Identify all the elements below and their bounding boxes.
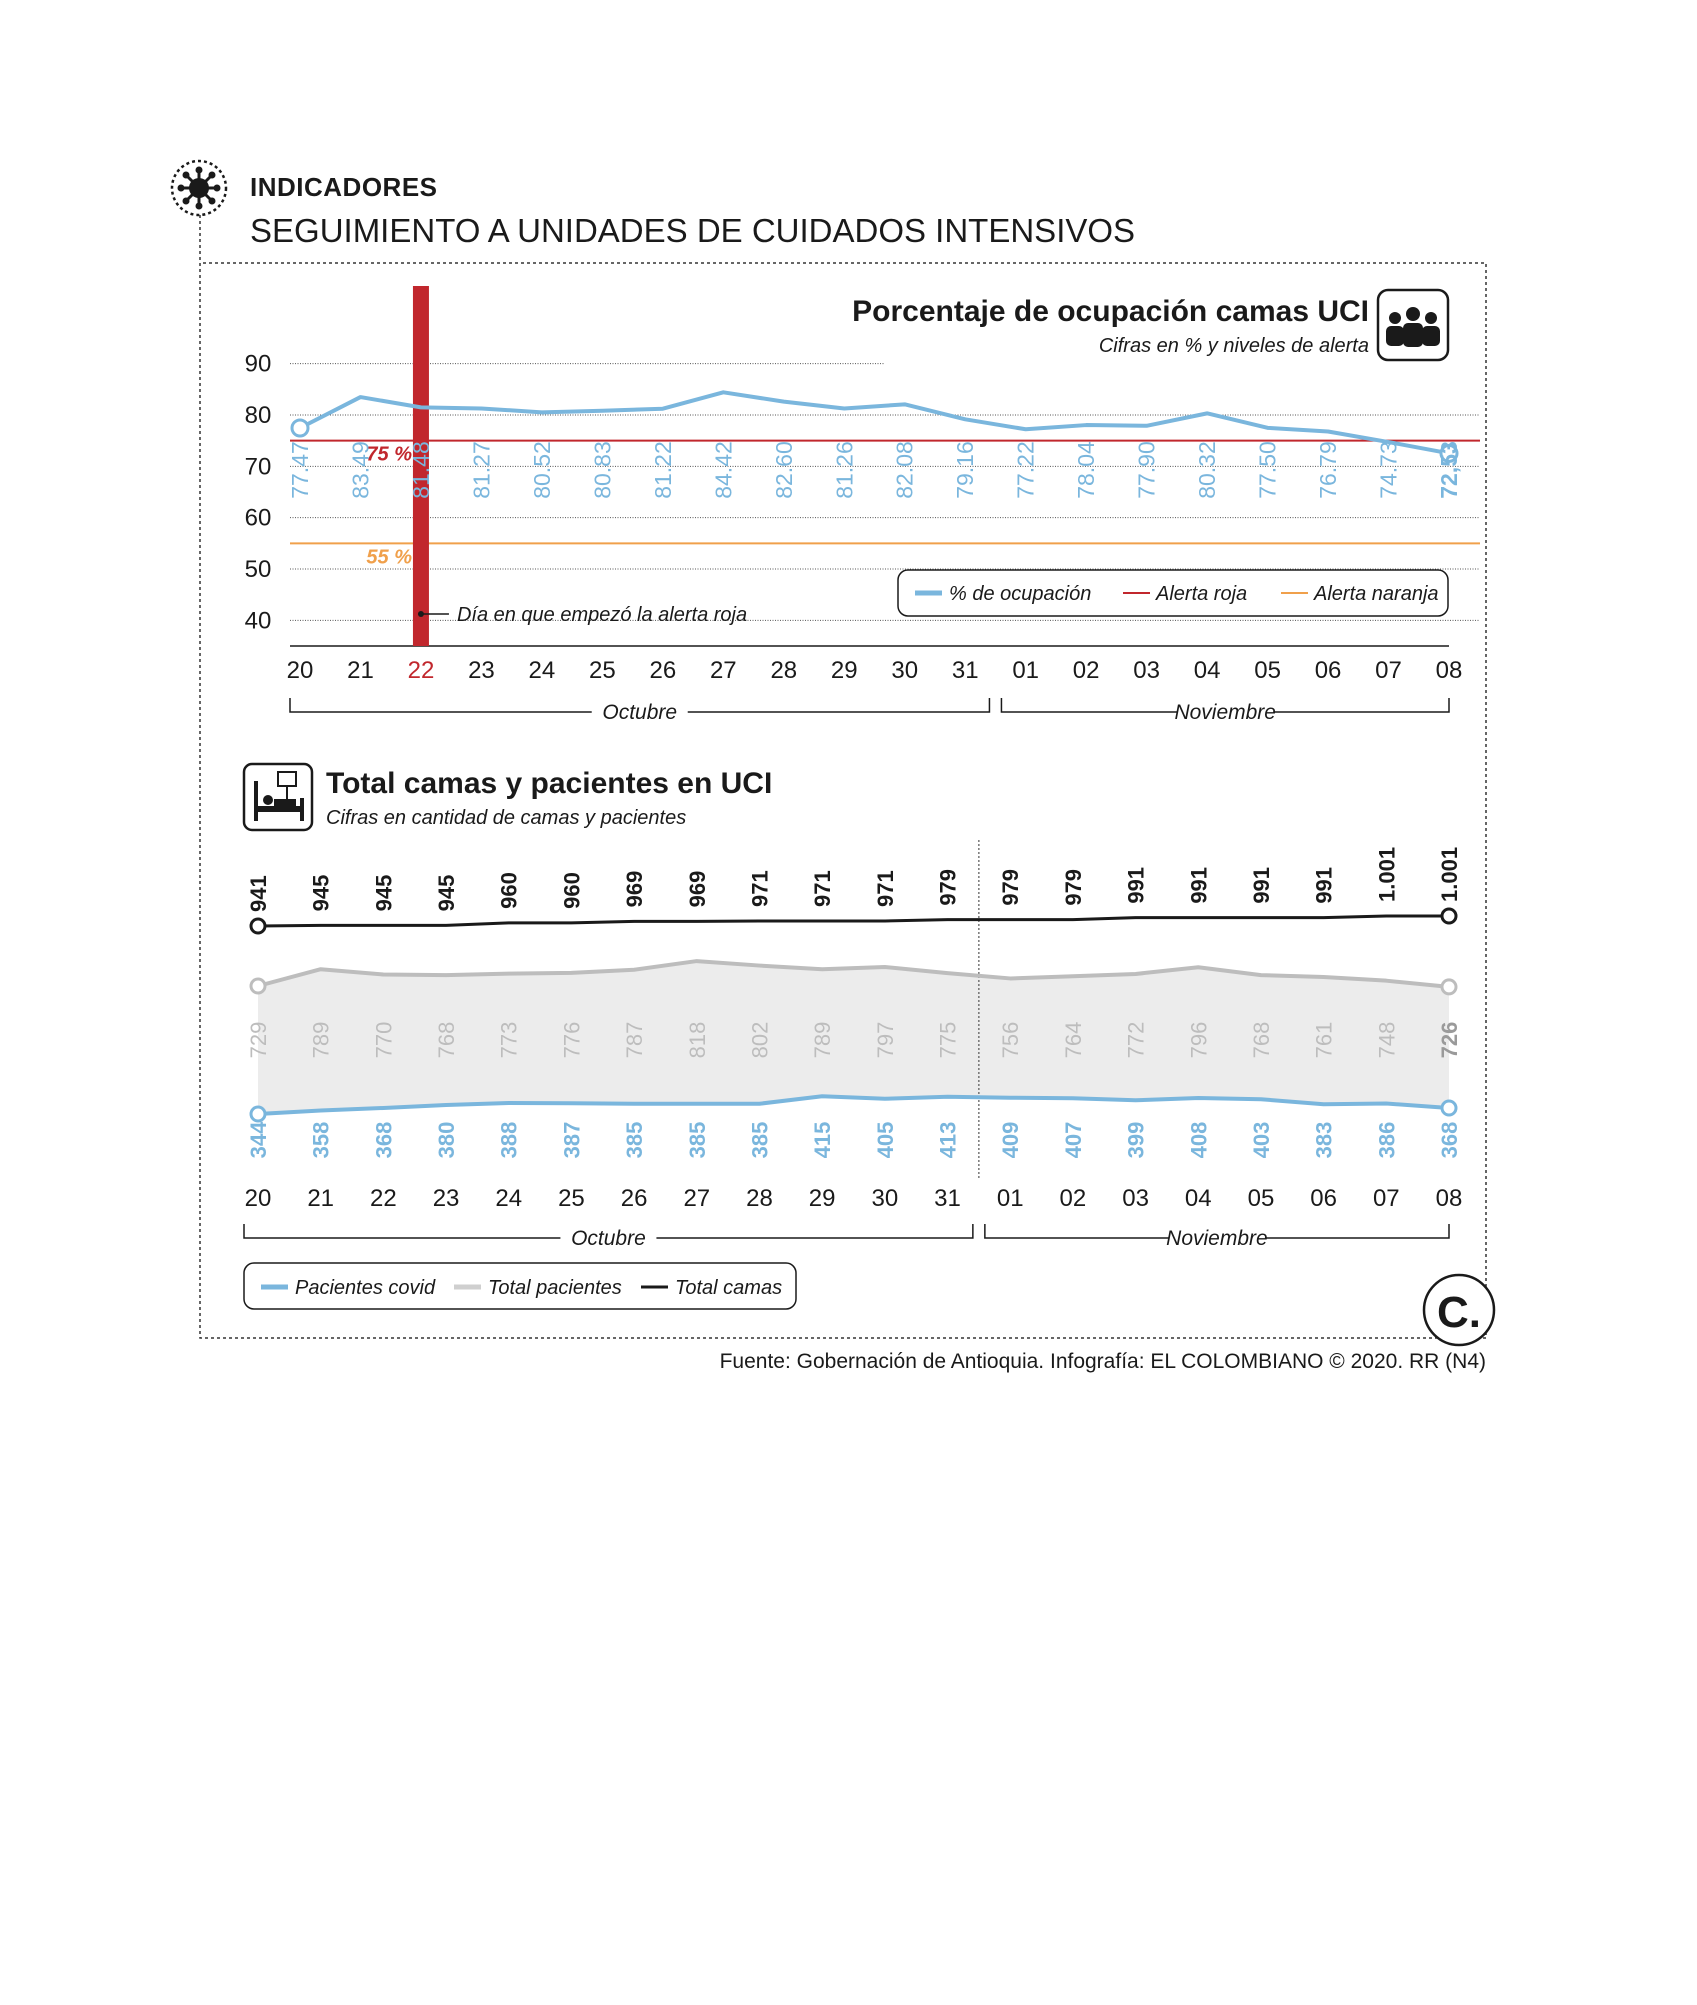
chart2-subtitle: Cifras en cantidad de camas y pacientes — [326, 807, 686, 829]
annotation-dot — [418, 611, 424, 617]
covid-value-label: 399 — [1124, 1122, 1149, 1159]
month-label: Noviembre — [1166, 1227, 1268, 1250]
threshold-label-75: 75 % — [366, 444, 412, 466]
covid-value-label: 385 — [685, 1122, 710, 1159]
beds-value-label: 979 — [936, 869, 961, 906]
beds-value-label: 991 — [1124, 867, 1149, 904]
beds-value-label: 991 — [1186, 867, 1211, 904]
occupancy-value-label: 81.26 — [831, 441, 857, 499]
occupancy-value-label: 80.83 — [589, 441, 615, 499]
y-tick-label: 70 — [245, 453, 272, 480]
occupancy-value-label: 83.49 — [347, 441, 373, 499]
occupancy-value-label: 77.47 — [287, 441, 313, 499]
occupancy-value-label: 81.22 — [650, 441, 676, 499]
covid-value-label: 408 — [1186, 1122, 1211, 1159]
covid-value-label: 386 — [1374, 1122, 1399, 1159]
occupancy-value-label: 81.48 — [408, 441, 434, 499]
patients-value-label: 726 — [1437, 1022, 1462, 1059]
patients-value-label: 787 — [622, 1022, 647, 1059]
covid-value-label: 368 — [371, 1122, 396, 1159]
beds-value-label: 960 — [559, 872, 584, 909]
chart1-subtitle: Cifras en % y niveles de alerta — [1099, 335, 1369, 357]
x-tick-label: 28 — [770, 657, 797, 684]
legend-total-beds: Total camas — [675, 1277, 782, 1299]
y-tick-label: 90 — [245, 351, 272, 378]
covid-value-label: 413 — [936, 1122, 961, 1159]
x-tick-label: 08 — [1436, 657, 1463, 684]
patients-value-label: 818 — [685, 1022, 710, 1059]
occupancy-value-label: 77.50 — [1255, 441, 1281, 499]
patients-value-label: 776 — [559, 1022, 584, 1059]
covid-value-label: 380 — [434, 1122, 459, 1159]
x-tick-label: 24 — [495, 1185, 522, 1212]
logo-text: C. — [1437, 1288, 1481, 1337]
occupancy-value-label: 72,53 — [1436, 441, 1462, 499]
legend-orange-alert: Alerta naranja — [1313, 583, 1439, 605]
patients-value-label: 768 — [1249, 1022, 1274, 1059]
beds-value-label: 1.001 — [1374, 847, 1399, 902]
month-label: Noviembre — [1174, 701, 1276, 724]
covid-value-label: 383 — [1312, 1122, 1337, 1159]
patients-value-label: 773 — [497, 1022, 522, 1059]
x-tick-label: 31 — [952, 657, 979, 684]
beds-value-label: 969 — [685, 871, 710, 908]
el-colombiano-logo — [1424, 1275, 1494, 1345]
x-tick-label: 05 — [1248, 1185, 1275, 1212]
x-tick-label: 29 — [831, 657, 858, 684]
x-tick-label: 24 — [529, 657, 556, 684]
legend-covid: Pacientes covid — [295, 1277, 436, 1299]
beds-patients-chart — [244, 764, 1462, 1309]
patients-value-label: 775 — [936, 1022, 961, 1059]
y-tick-label: 80 — [245, 402, 272, 429]
patients-value-label: 796 — [1186, 1022, 1211, 1059]
people-icon — [1378, 290, 1448, 360]
beds-value-label: 1.001 — [1437, 847, 1462, 902]
beds-value-label: 979 — [998, 869, 1023, 906]
x-tick-label: 29 — [809, 1185, 836, 1212]
patients-value-label: 764 — [1061, 1022, 1086, 1059]
beds-value-label: 971 — [747, 870, 772, 907]
x-tick-label: 03 — [1133, 657, 1160, 684]
covid-value-label: 385 — [622, 1122, 647, 1159]
patients-value-label: 770 — [371, 1022, 396, 1059]
patients-value-label: 729 — [246, 1022, 271, 1059]
x-tick-label: 07 — [1373, 1185, 1400, 1212]
month-label: Octubre — [602, 701, 677, 724]
x-tick-label: 27 — [710, 657, 737, 684]
x-tick-label: 21 — [307, 1185, 334, 1212]
x-tick-label: 28 — [746, 1185, 773, 1212]
chart1-title: Porcentaje de ocupación camas UCI — [852, 295, 1369, 328]
x-tick-label: 01 — [997, 1185, 1024, 1212]
occupancy-value-label: 76.79 — [1315, 441, 1341, 499]
y-tick-label: 50 — [245, 556, 272, 583]
beds-value-label: 945 — [309, 875, 334, 912]
x-tick-label: 07 — [1375, 657, 1402, 684]
legend-occupancy: % de ocupación — [949, 583, 1091, 605]
beds-value-label: 969 — [622, 871, 647, 908]
x-tick-label: 30 — [891, 657, 918, 684]
patients-value-label: 748 — [1374, 1022, 1399, 1059]
x-tick-label: 26 — [621, 1185, 648, 1212]
occupancy-value-label: 74.73 — [1376, 441, 1402, 499]
covid-value-label: 368 — [1437, 1122, 1462, 1159]
x-tick-label: 02 — [1073, 657, 1100, 684]
patients-value-label: 802 — [747, 1022, 772, 1059]
x-tick-label: 22 — [370, 1185, 397, 1212]
x-tick-label: 04 — [1185, 1185, 1212, 1212]
beds-value-label: 945 — [434, 875, 459, 912]
x-tick-label: 25 — [558, 1185, 585, 1212]
legend-total-patients: Total pacientes — [488, 1277, 622, 1299]
covid-value-label: 403 — [1249, 1122, 1274, 1159]
covid-value-label: 388 — [497, 1122, 522, 1159]
x-tick-label: 06 — [1310, 1185, 1337, 1212]
total-beds-line — [258, 916, 1449, 926]
patients-value-label: 789 — [309, 1022, 334, 1059]
x-tick-label: 08 — [1436, 1185, 1463, 1212]
occupancy-chart — [245, 286, 1480, 724]
x-tick-label: 31 — [934, 1185, 961, 1212]
x-tick-label: 23 — [468, 657, 495, 684]
chart2-legend — [244, 1263, 796, 1309]
occupancy-value-label: 79.16 — [952, 441, 978, 499]
occupancy-value-label: 80.52 — [529, 441, 555, 499]
occupancy-value-label: 78.04 — [1073, 441, 1099, 499]
x-tick-label: 30 — [871, 1185, 898, 1212]
covid-value-label: 358 — [309, 1122, 334, 1159]
occupancy-value-label: 77.90 — [1134, 441, 1160, 499]
patients-value-label: 756 — [998, 1022, 1023, 1059]
x-tick-label: 25 — [589, 657, 616, 684]
beds-value-label: 971 — [873, 870, 898, 907]
legend-red-alert: Alerta roja — [1155, 583, 1247, 605]
virus-icon — [172, 161, 226, 215]
patients-value-label: 772 — [1124, 1022, 1149, 1059]
occupancy-value-label: 80.32 — [1194, 441, 1220, 499]
covid-value-label: 344 — [246, 1121, 271, 1158]
beds-value-label: 991 — [1312, 867, 1337, 904]
patients-value-label: 789 — [810, 1022, 835, 1059]
x-tick-label: 01 — [1012, 657, 1039, 684]
occupancy-value-label: 82.60 — [771, 441, 797, 499]
month-label: Octubre — [571, 1227, 646, 1250]
patients-value-label: 768 — [434, 1022, 459, 1059]
covid-value-label: 387 — [559, 1122, 584, 1159]
occupancy-value-label: 77.22 — [1013, 441, 1039, 499]
covid-value-label: 415 — [810, 1122, 835, 1159]
x-tick-label: 20 — [287, 657, 314, 684]
beds-value-label: 945 — [371, 875, 396, 912]
chart2-title: Total camas y pacientes en UCI — [326, 767, 772, 800]
beds-value-label: 991 — [1249, 867, 1274, 904]
threshold-label-55: 55 % — [366, 546, 412, 568]
covid-value-label: 405 — [873, 1122, 898, 1159]
x-tick-label: 27 — [683, 1185, 710, 1212]
patients-value-label: 761 — [1312, 1022, 1337, 1059]
covid-value-label: 385 — [747, 1122, 772, 1159]
y-tick-label: 40 — [245, 607, 272, 634]
covid-value-label: 409 — [998, 1122, 1023, 1159]
annotation-text: Día en que empezó la alerta roja — [457, 604, 747, 626]
patients-value-label: 797 — [873, 1022, 898, 1059]
x-tick-label: 20 — [245, 1185, 272, 1212]
x-tick-label: 06 — [1315, 657, 1342, 684]
source-note: Fuente: Gobernación de Antioquia. Infografía: EL COLOMBIANO © 2020. RR (N4) — [720, 1350, 1486, 1373]
chart1-legend — [898, 570, 1448, 616]
kicker: INDICADORES — [250, 172, 438, 202]
beds-value-label: 960 — [497, 872, 522, 909]
covid-value-label: 407 — [1061, 1122, 1086, 1159]
y-tick-label: 60 — [245, 505, 272, 532]
x-tick-label: 26 — [649, 657, 676, 684]
beds-value-label: 971 — [810, 870, 835, 907]
x-tick-label: 23 — [433, 1185, 460, 1212]
x-tick-label: 04 — [1194, 657, 1221, 684]
page-title: SEGUIMIENTO A UNIDADES DE CUIDADOS INTENSIVOS — [250, 212, 1135, 249]
occupancy-value-label: 81.27 — [468, 441, 494, 499]
x-tick-label: 05 — [1254, 657, 1281, 684]
x-tick-label: 21 — [347, 657, 374, 684]
x-tick-label: 02 — [1060, 1185, 1087, 1212]
beds-value-label: 941 — [246, 875, 271, 912]
beds-value-label: 979 — [1061, 869, 1086, 906]
occupancy-value-label: 84.42 — [710, 441, 736, 499]
hospital-bed-icon — [244, 764, 312, 830]
x-tick-label: 03 — [1122, 1185, 1149, 1212]
x-tick-label: 22 — [408, 657, 435, 684]
occupancy-value-label: 82.08 — [892, 441, 918, 499]
